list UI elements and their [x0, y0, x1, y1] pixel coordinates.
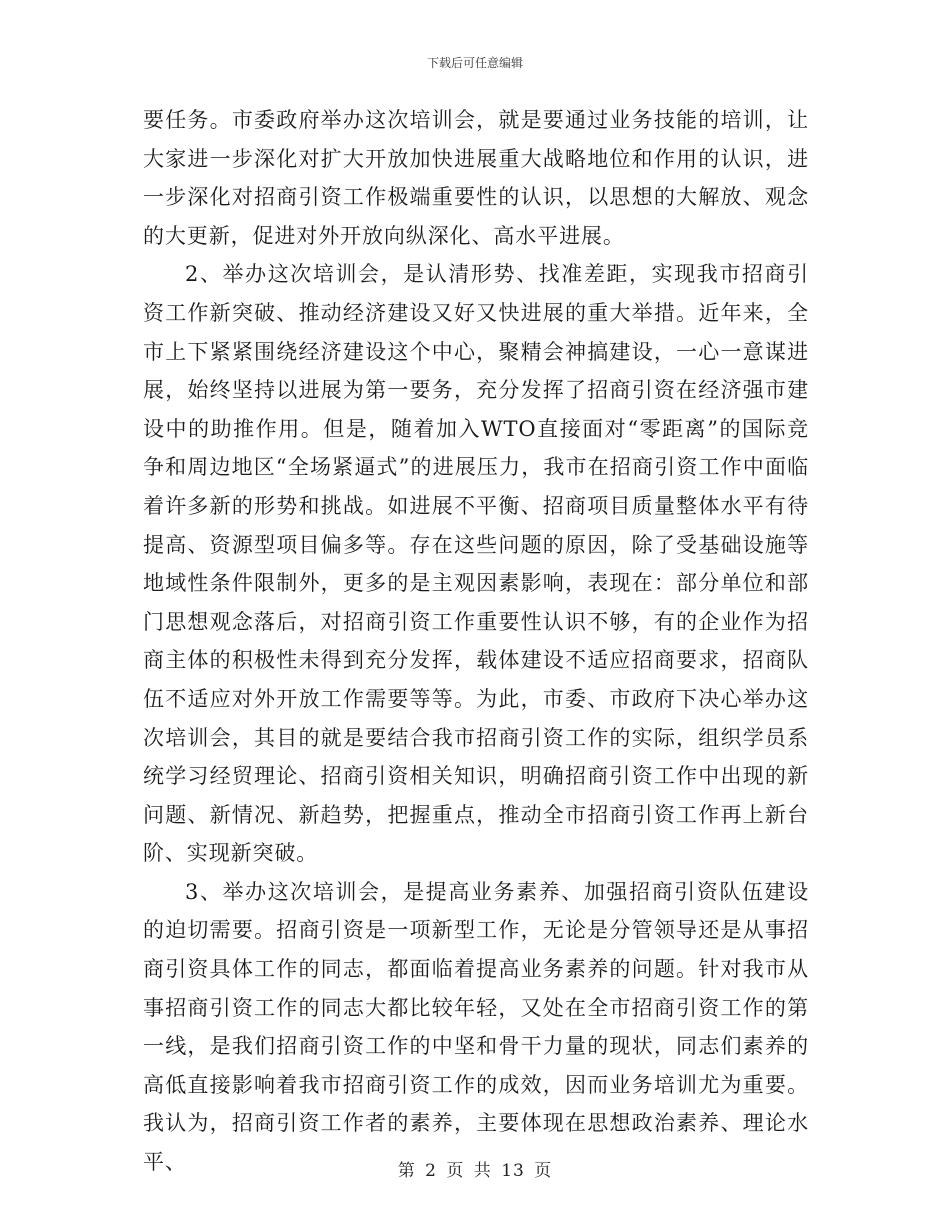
- page-number: 第 2 页 共 13 页: [397, 1161, 553, 1181]
- paragraph-1: 要任务。市委政府举办这次培训会，就是要通过业务技能的培训，让大家进一步深化对扩大开放加快进展重大战略地位和作用的认识，进一步深化对招商引资工作极端重要性的认识，以思想的大解放、观念的大更新，促进对外开放向纵深化、高水平进展。: [143, 108, 809, 248]
- paragraph-3: 3、举办这次培训会，是提高业务素养、加强招商引资队伍建设的迫切需要。招商引资是一项新型工作，无论是分管领导还是从事招商引资具体工作的同志，都面临着提高业务素养的问题。针对我市从事招商引资工作的同志大都比较年轻，又处在全市招商引资工作的第一线，是我们招商引资工作的中坚和骨干力量的现状，同志们素养的高低直接影响着我市招商引资工作的成效，因而业务培训尤为重要。我认为，招商引资工作者的素养，主要体现在思想政治素养、理论水平、: [143, 879, 809, 1175]
- paragraph-2: 2、举办这次培训会，是认清形势、找准差距，实现我市招商引资工作新突破、推动经济建设又好又快进展的重大举措。近年来，全市上下紧紧围绕经济建设这个中心，聚精会神搞建设，一心一意谋进展，始终坚持以进展为第一要务，充分发挥了招商引资在经济强市建设中的助推作用。但是，随着加入WTO直接面对“零距离”的国际竞争和周边地区“全场紧逼式”的进展压力，我市在招商引资工作中面临着许多新的形势和挑战。如进展不平衡、招商项目质量整体水平有待提高、资源型项目偏多等。存在这些问题的原因，除了受基础设施等地域性条件限制外，更多的是主观因素影响，表现在：部分单位和部门思想观念落后，对招商引资工作重要性认识不够，有的企业作为招商主体的积极性未得到充分发挥，载体建设不适应招商要求，招商队伍不适应对外开放工作需要等等。为此，市委、市政府下决心举办这次培训会，其目的就是要结合我市招商引资工作的实际，组织学员系统学习经贸理论、招商引资相关知识，明确招商引资工作中出现的新问题、新情况、新趋势，把握重点，推动全市招商引资工作再上新台阶、实现新突破。: [143, 262, 809, 866]
- page-header-note: 下载后可任意编辑: [426, 56, 523, 70]
- document-body: [143, 101, 809, 1182]
